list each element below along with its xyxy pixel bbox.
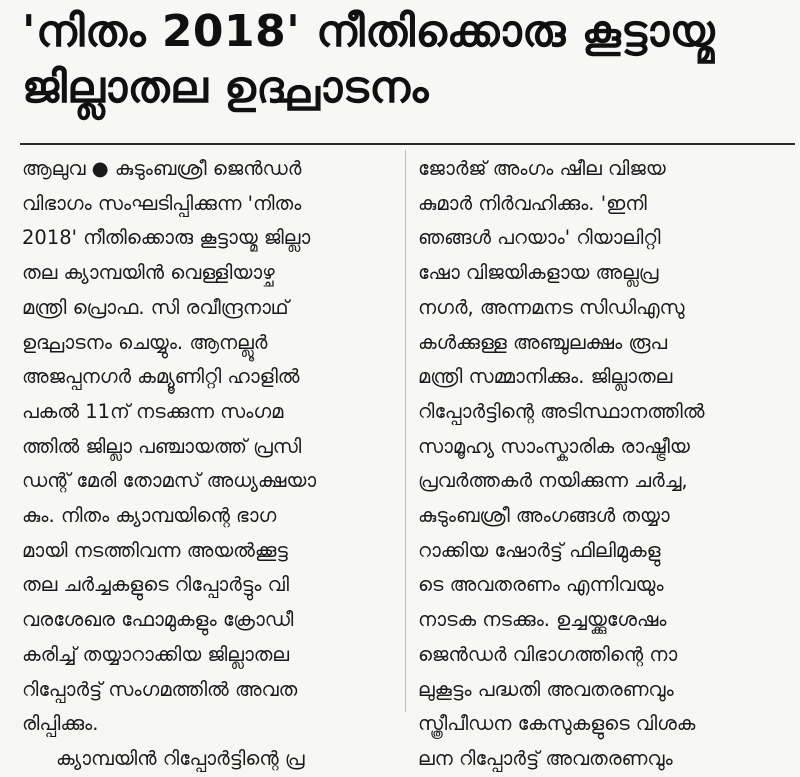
column-line: തല ക്യാമ്പയിൻ വെള്ളിയാഴ്ച <box>22 261 275 285</box>
column-line: നഗർ, അന്നമനട സിഡിഎസു <box>418 295 685 319</box>
column-line: ഉദ്ഘാടനം ചെയ്യും. ആനല്ലൂർ <box>22 330 268 354</box>
column-line: മായി നടത്തിവന്ന അയൽക്കൂട്ട <box>22 538 288 562</box>
headline-rule <box>20 143 795 145</box>
column-line: റാക്കിയ ഷോർട്ട് ഫിലിമുകളു <box>418 538 661 562</box>
column-line: കരിച്ച് തയ്യാറാക്കിയ ജില്ലാതല <box>22 642 290 666</box>
column-line: സാമൂഹ്യ സാംസ്കാരിക രാഷ്ട്രീയ <box>418 434 690 458</box>
column-line: തല ചർച്ചകളുടെ റിപ്പോർട്ടും വി <box>22 573 289 597</box>
headline-line-1: 'നിതം 2018' നീതിക്കൊരു കൂട്ടായ്മ <box>22 6 716 57</box>
column-line: ലുകൂട്ടം പദ്ധതി അവതരണവും <box>418 677 674 701</box>
left-column <box>22 152 394 777</box>
right-column <box>418 152 790 777</box>
column-line: മന്ത്രി പ്രൊഫ. സി രവീന്ദ്രനാഥ് <box>22 295 289 319</box>
headline-line-2: ജില്ലാതല ഉദ്ഘാടനം <box>22 62 429 113</box>
column-line: പകൽ 11ന് നടക്കുന്ന സംഗമ <box>22 399 284 423</box>
column-line: ജെൻഡർ വിഭാഗത്തിന്റെ നാ <box>418 642 678 666</box>
column-line: മന്ത്രി സമ്മാനിക്കും. ജില്ലാതല <box>418 365 673 389</box>
column-line: വിഭാഗം സംഘടിപ്പിക്കുന്ന 'നിതം <box>22 191 302 215</box>
column-line: റിപ്പോർട്ട് സംഗമത്തിൽ അവത <box>22 677 298 701</box>
column-line: വരശേഖര ഫോമുകളും ക്രോഡീ <box>22 608 294 632</box>
column-line: ആലുവ ● കുടുംബശ്രീ ജെൻഡർ <box>22 157 302 180</box>
column-line: കുമാർ നിർവഹിക്കും. 'ഇനി <box>418 191 647 215</box>
column-line: കും. നിതം ക്യാമ്പയിന്റെ ഭാഗ <box>22 504 277 528</box>
column-line: ഞങ്ങൾ പറയാം' റിയാലിറ്റി <box>418 226 661 250</box>
column-line: ജോർജ് അംഗം ഷീല വിജയ <box>418 157 666 180</box>
column-line: ലന റിപ്പോർട്ട് അവതരണവും <box>418 746 673 770</box>
article-headline <box>22 4 792 116</box>
column-line: ത്തിൽ ജില്ലാ പഞ്ചായത്ത് പ്രസി <box>22 434 302 458</box>
column-line: ടെ അവതരണം എന്നിവയും <box>418 573 664 597</box>
column-line: രിപ്പിക്കും. <box>22 712 99 736</box>
column-line: പ്രവർത്തകർ നയിക്കുന്ന ചർച്ച, <box>418 469 688 493</box>
column-line: അജപ്പനഗർ കമ്യൂണിറ്റി ഹാളിൽ <box>22 365 300 389</box>
column-line: ഷോ വിജയികളായ അല്ലപ്ര <box>418 261 659 285</box>
column-line: സ്ത്രീപീഡന കേസുകളുടെ വിശക <box>418 712 696 736</box>
column-line: കുടുംബശ്രീ അംഗങ്ങൾ തയ്യാ <box>418 504 670 528</box>
column-divider <box>405 150 406 712</box>
column-line: 2018' നീതിക്കൊരു കൂട്ടായ്മ ജില്ലാ <box>22 226 311 250</box>
column-line: ക്യാമ്പയിൻ റിപ്പോർട്ടിന്റെ പ്ര <box>56 746 305 770</box>
column-line: ഡന്റ് മേരി തോമസ് അധ്യക്ഷയാ <box>22 469 317 493</box>
column-line: നാടക നടക്കും. ഉച്ചയ്ക്കുശേഷം <box>418 608 667 632</box>
column-line: കൾക്കുള്ള അഞ്ചുലക്ഷം രൂപ <box>418 330 668 354</box>
column-line: റിപ്പോർട്ടിന്റെ അടിസ്ഥാനത്തിൽ <box>418 399 705 423</box>
